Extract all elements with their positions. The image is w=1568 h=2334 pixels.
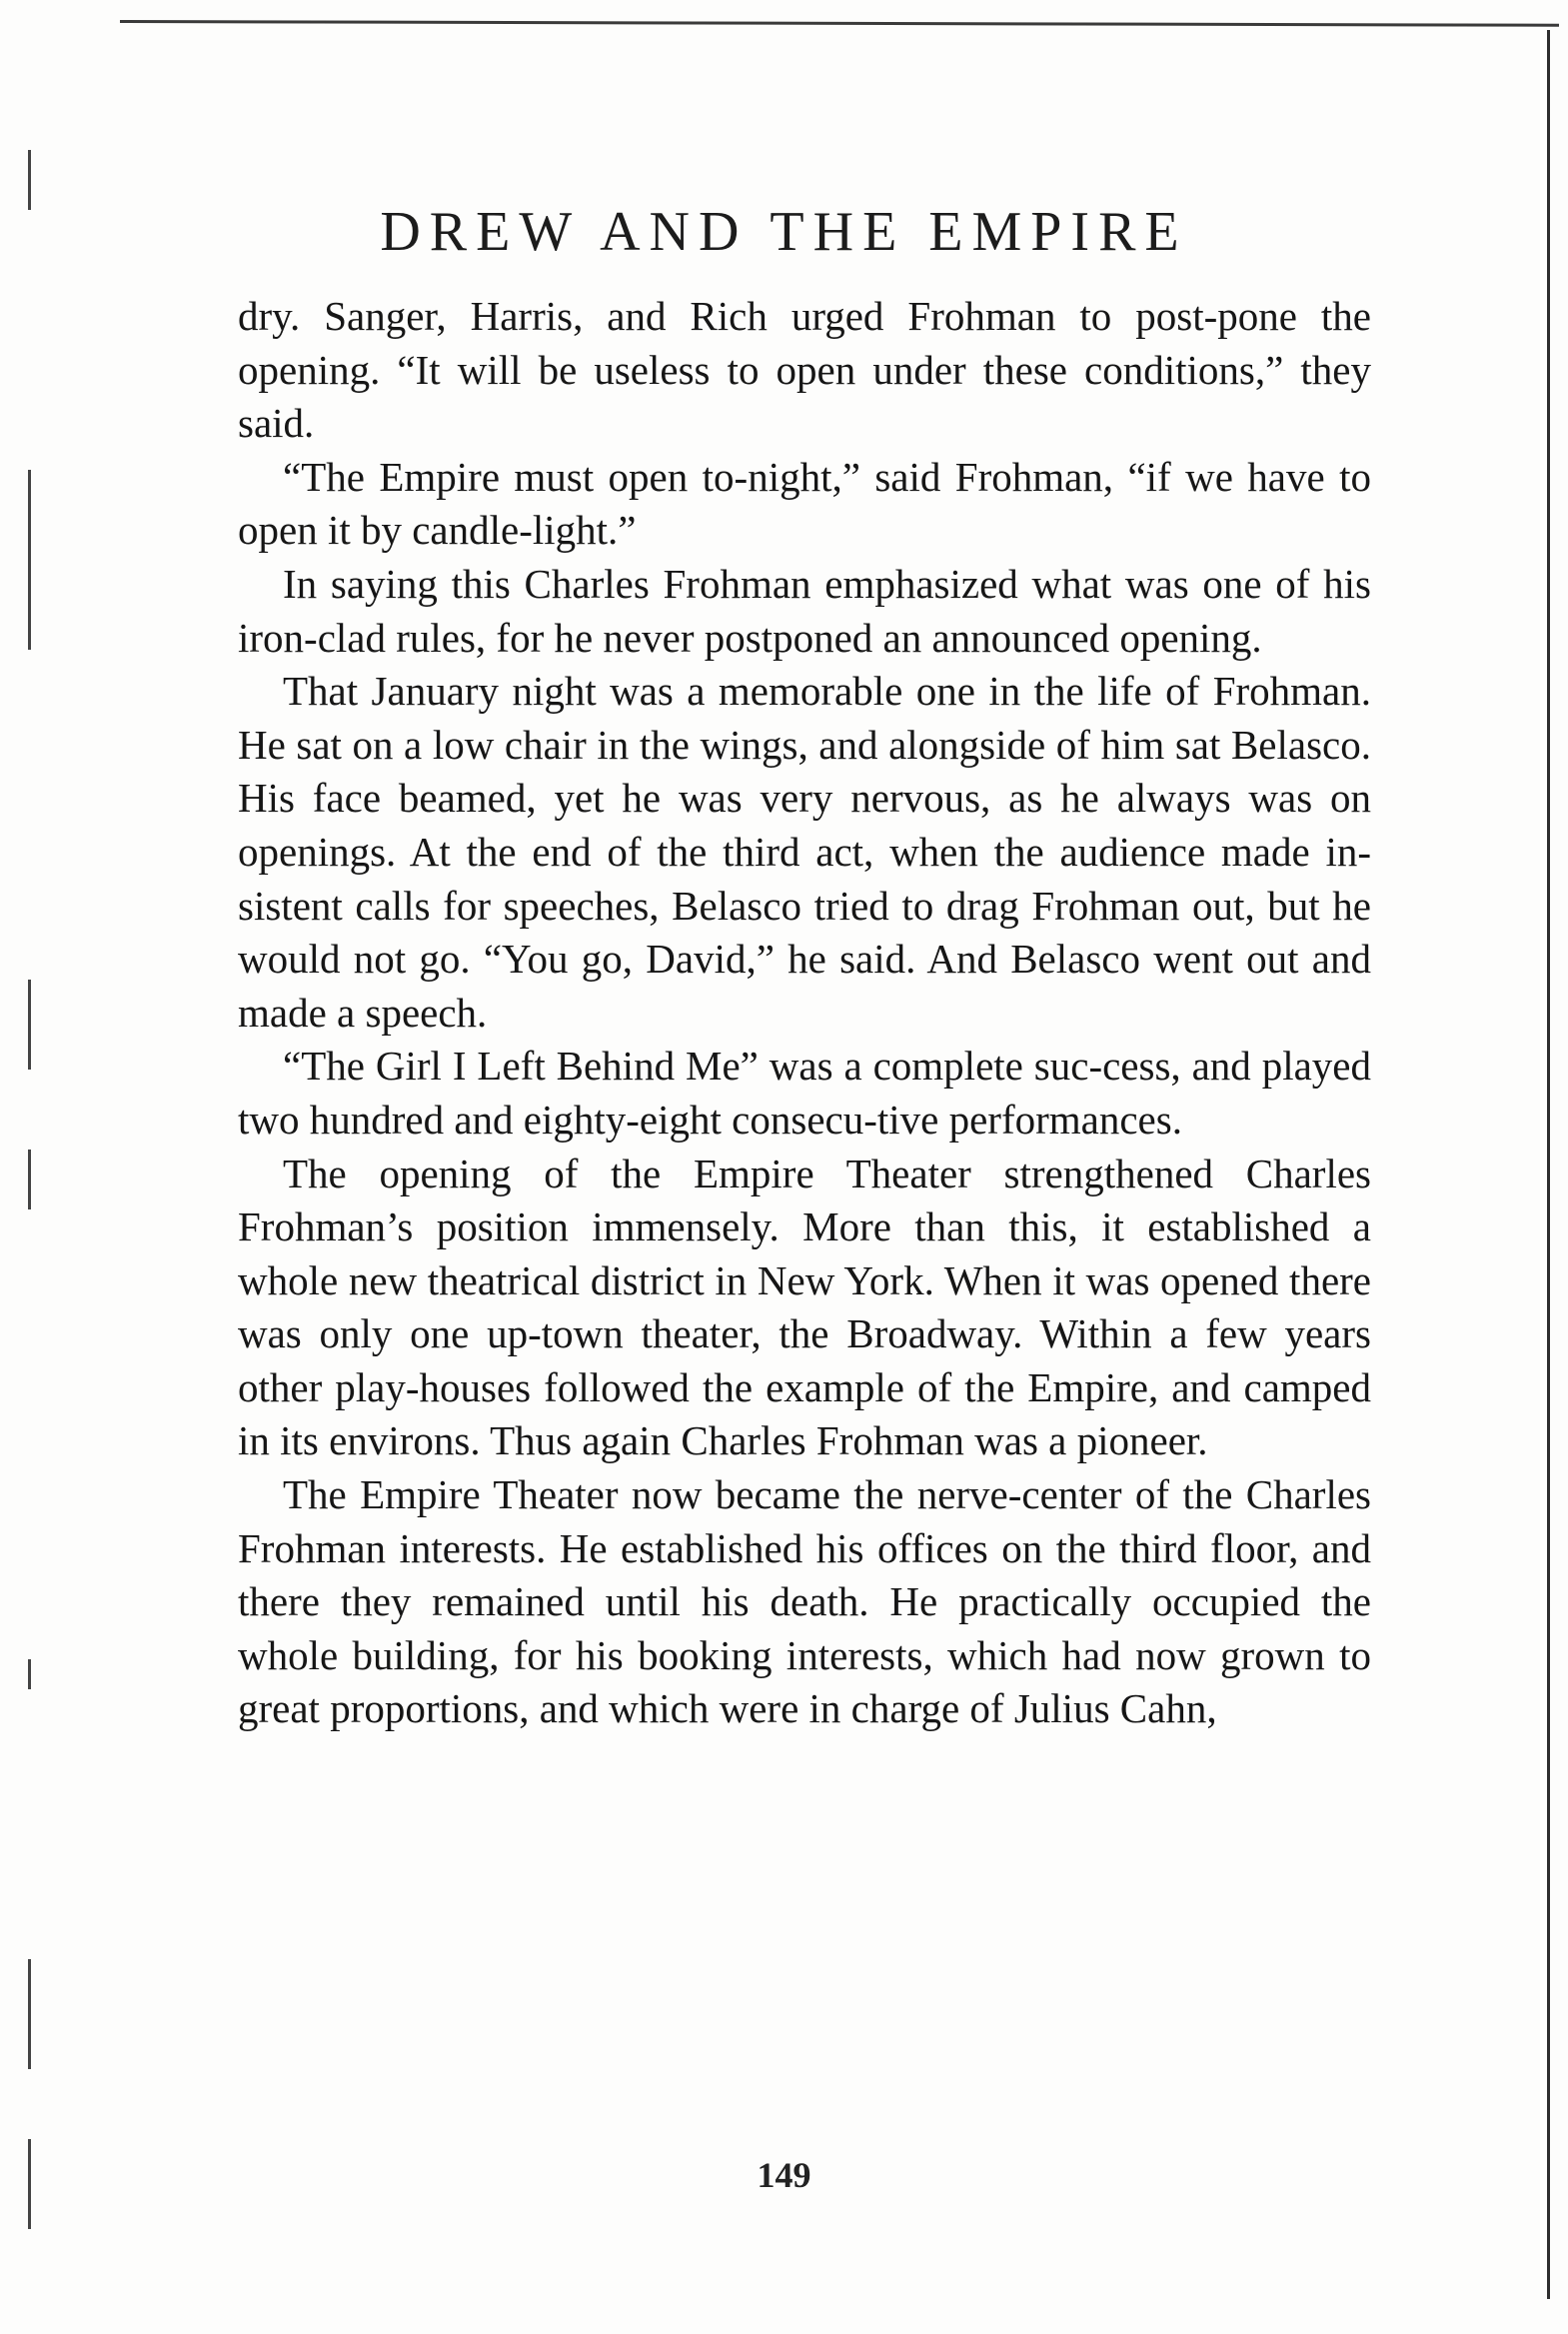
paragraph: In saying this Charles Frohman emphasized what was one of his iron-clad rules, for he never postponed an announced opening. <box>238 560 1371 661</box>
paragraph: That January night was a memorable one in the life of Frohman. He sat on a low chair in the wings, and alongside of him sat Belasco. His face beamed, yet he was very nervous, as he always was on openings. At the end of the third act, when the audience made in-sistent calls for speeches, Belasco tried to drag Frohman out, but he would not go. “You go, David,” he said. And Belasco went out and made a speech. <box>238 668 1371 1036</box>
paragraph: “The Empire must open to-night,” said Frohman, “if we have to open it by candle-light.” <box>238 453 1371 554</box>
running-head: DREW AND THE EMPIRE <box>380 201 1188 263</box>
scan-edge-top <box>120 20 1559 27</box>
scan-mark <box>28 1959 31 2069</box>
paragraph: The opening of the Empire Theater strengthened Charles Frohman’s position immensely. More than this, it established a whole new theatrical district in New York. When it was opened there was only one up-town theater, the Broadway. Within a few years other play-houses followed the example of the Empire, and camped in its environs. Thus again Charles Frohman was a pioneer. <box>238 1150 1371 1464</box>
scan-mark <box>28 980 31 1070</box>
paragraph: The Empire Theater now became the nerve-center of the Charles Frohman interests. He established his offices on the third floor, and there they remained until his death. He practically occupied the whole building, for his booking interests, which had now grown to great proportions, and which were in charge of Julius Cahn, <box>238 1471 1371 1732</box>
scan-edge-right <box>1547 30 1550 2299</box>
paragraph: “The Girl I Left Behind Me” was a complete suc-cess, and played two hundred and eighty-eight consecu-tive performances. <box>238 1043 1371 1143</box>
scan-mark <box>28 470 31 650</box>
scan-mark <box>28 1659 31 1689</box>
page-number: 149 <box>757 2155 811 2195</box>
body-text <box>238 290 1371 1736</box>
scan-mark <box>28 1150 31 1209</box>
paragraph: dry. Sanger, Harris, and Rich urged Frohman to post-pone the opening. “It will be useless to open under these conditions,” they said. <box>238 293 1371 447</box>
